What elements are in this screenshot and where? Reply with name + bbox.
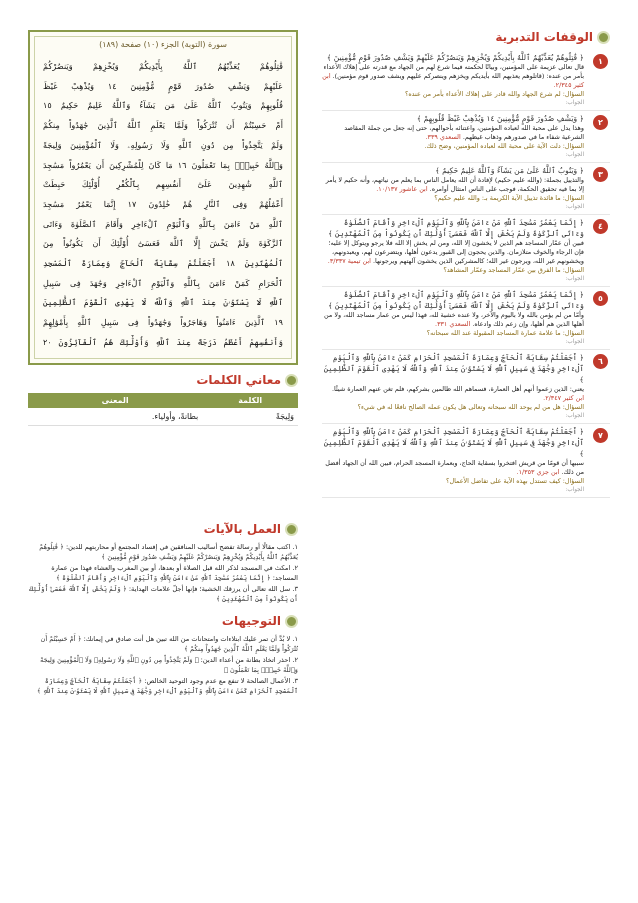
- tafsir-source: ابن جزي ١/٣٥٣.: [516, 468, 560, 476]
- item-number-badge: ٣: [593, 167, 608, 182]
- verse-text: ﴿ وَيَشْفِ صُدُورَ قَوْمٍ مُّؤْمِنِينَ ١٤ وَيُذْهِبْ غَيْظَ قُلُوبِهِمْ ﴾: [416, 114, 584, 123]
- waqfa-item: [322, 424, 610, 498]
- mushaf-header: سورة (التوبة) الجزء (١٠) صفحة (١٨٩): [99, 40, 227, 49]
- tawjihat-item: [28, 634, 298, 654]
- tafsir-source: ابن عاشور ١٠/١٣٧.: [376, 185, 428, 193]
- mushaf-line: ٱللَّهِ شَٰهِدِينَ عَلَىٰٓ أَنفُسِهِم بِٱلْكُفْرِ أُوْلَٰٓئِكَ حَبِطَتْ: [43, 179, 283, 190]
- waqfa-item: [322, 50, 610, 111]
- amal-item-text: ٣. سل الله تعالى أن يرزقك الخشية؛ فإنها أجلّ علامات الهداية:: [128, 585, 298, 593]
- tafsir-source: السعدي ٣٣٩.: [425, 133, 461, 141]
- mushaf-line: وَأَنفُسِهِمْ أَعْظَمُ دَرَجَةً عِندَ ٱللَّهِ وَأُوْلَٰٓئِكَ هُمُ ٱلْفَآئِزُونَ ٢٠: [43, 336, 283, 347]
- question-text: السؤال: ما فائدة تذييل الآية الكريمة بـ: والله عليم حكيم؟: [434, 194, 584, 202]
- question-text: السؤال: لم شرع الجهاد والله قادر على إهلاك الأعداء بأمر من عنده؟: [404, 90, 584, 98]
- tawjihat-title: التوجيهات: [221, 614, 281, 628]
- amal-item-text: ١. اكتب مقالًا أو رسالة تفضح أساليب المنافقين في إفساد المجتمع أو محاربتهم للدين:: [65, 543, 298, 551]
- answer-label: الجواب:: [565, 204, 584, 210]
- mushaf-line: قُلُوبِهِمْ وَيَتُوبُ ٱللَّهُ عَلَىٰ مَن يَشَآءُ وَٱللَّهُ عَلِيمٌ حَكِيمٌ ١٥: [43, 100, 283, 111]
- answer-label: الجواب:: [565, 152, 584, 158]
- waqfa-item: [322, 111, 610, 163]
- tafsir-body: وهذا يدل على محبة الله لعباده المؤمنين، واعتنائه بأحوالهم، حتى إنه جعل من جملة المقاصد الشرعية شفاء ما في صدورهم وذهاب غيظهم.: [344, 124, 584, 141]
- verse-text: ﴿ إِنَّمَا يَعْمُرُ مَسَٰجِدَ ٱللَّهِ مَنْ ءَامَنَ بِٱللَّهِ وَٱلْيَوْمِ ٱلْءَاخِرِ وَأَقَامَ ٱلصَّلَوٰةَ وَءَاتَى ٱلزَّكَوٰةَ وَلَمْ يَخْشَ إِلَّا ٱللَّهَ فَعَسَىٰٓ أُوْلَٰٓئِكَ أَن يَكُونُواْ مِنَ ٱلْمُهْتَدِينَ ﴾: [328, 290, 584, 310]
- waqfa-item: [322, 215, 610, 287]
- mushaf-line: أَعْمَٰلُهُمْ وَفِى ٱلنَّارِ هُمْ خَٰلِدُونَ ١٧ إِنَّمَا يَعْمُرُ مَسَٰجِدَ: [43, 198, 283, 209]
- answer-label: الجواب:: [565, 276, 584, 282]
- words-title: معاني الكلمات: [196, 373, 281, 387]
- waqfa-item: [322, 287, 610, 350]
- item-number-badge: ٥: [593, 291, 608, 306]
- tawjihat-item: [28, 676, 298, 696]
- mushaf-line: قَٰتِلُوهُمْ يُعَذِّبْهُمُ ٱللَّهُ بِأَيْدِيكُمْ وَيُخْزِهِمْ وَيَنصُرْكُمْ: [43, 61, 283, 71]
- item-number-badge: ١: [593, 54, 608, 69]
- mushaf-lines: [43, 57, 283, 353]
- tawjihat-section-title: [28, 614, 298, 628]
- amal-item-text: ٢. امكث في المسجد لذكر الله قبل الصلاة أو بعدها، أو بين المغرب والعشاء فهذا من عمارة المساجد:: [51, 564, 298, 582]
- amal-item: [28, 584, 298, 604]
- mushaf-frame: [34, 36, 292, 359]
- verse-text: ﴿ أَجَعَلْتُمْ سِقَايَةَ ٱلْحَآجِّ وَعِمَارَةَ ٱلْمَسْجِدِ ٱلْحَرَامِ كَمَنْ ءَامَنَ بِٱللَّهِ وَٱلْيَوْمِ ٱلْءَاخِرِ وَجَٰهَدَ فِى سَبِيلِ ٱللَّهِ لَا يَسْتَوُۥنَ عِندَ ٱللَّهِ وَٱللَّهُ لَا يَهْدِى ٱلْقَوْمَ ٱلظَّٰلِمِينَ ﴾: [323, 353, 584, 384]
- answer-label: الجواب:: [565, 100, 584, 106]
- tafsir-text: [322, 239, 584, 266]
- verse-text: ﴿ إِنَّمَا يَعْمُرُ مَسَٰجِدَ ٱللَّهِ مَنْ ءَامَنَ بِٱللَّهِ وَٱلْيَوْمِ ٱلْءَاخِرِ وَأَقَامَ ٱلصَّلَوٰةَ وَءَاتَى ٱلزَّكَوٰةَ وَلَمْ يَخْشَ إِلَّا ٱللَّهَ فَعَسَىٰٓ أُوْلَٰٓئِكَ أَن يَكُونُواْ مِنَ ٱلْمُهْتَدِينَ ﴾: [328, 218, 584, 238]
- amal-item-verse: ﴿ قَٰتِلُوهُمْ يُعَذِّبْهُمُ ٱللَّهُ بِأَيْدِيكُمْ وَيُخْزِهِمْ وَيَنصُرْكُمْ عَلَيْهِمْ وَيَشْفِ صُدُورَ قَوْمٍ مُّؤْمِنِينَ ﴾: [39, 543, 298, 561]
- amal-list: [28, 542, 298, 604]
- amal-section-title: [28, 522, 298, 536]
- item-number-badge: ٧: [593, 428, 608, 443]
- item-number-badge: ٦: [593, 354, 608, 369]
- tafsir-text: [322, 176, 584, 194]
- words-row: [28, 408, 298, 426]
- tawjihat-list: [28, 634, 298, 696]
- mushaf-line: ٱللَّهِ لَا يَسْتَوُۥنَ عِندَ ٱللَّهِ وَٱللَّهُ لَا يَهْدِى ٱلْقَوْمَ ٱلظَّٰلِمِينَ: [43, 297, 283, 308]
- waqafat-section-title: [322, 30, 610, 44]
- mushaf-line: ٱلْحَرَامِ كَمَنْ ءَامَنَ بِٱللَّهِ وَٱلْيَوْمِ ٱلْءَاخِرِ وَجَٰهَدَ فِى سَبِيلِ: [43, 277, 283, 288]
- answer-label: الجواب:: [565, 413, 584, 419]
- question-text: السؤال: ما علامة عمارة المساجد المقبولة عند الله سبحانه؟: [426, 329, 584, 337]
- tawjihat-item-verse: ﴿ أَمْ حَسِبْتُمْ أَن تُتْرَكُواْ وَلَمَّا يَعْلَمِ ٱللَّهُ ٱلَّذِينَ جَٰهَدُواْ مِنكُمْ ﴾: [40, 635, 298, 653]
- item-number-badge: ٢: [593, 115, 608, 130]
- amal-item: [28, 563, 298, 583]
- waqafat-column: [322, 30, 610, 498]
- verse-text: ﴿ أَجَعَلْتُمْ سِقَايَةَ ٱلْحَآجِّ وَعِمَارَةَ ٱلْمَسْجِدِ ٱلْحَرَامِ كَمَنْ ءَامَنَ بِٱللَّهِ وَٱلْيَوْمِ ٱلْءَاخِرِ وَجَٰهَدَ فِى سَبِيلِ ٱللَّهِ لَا يَسْتَوُۥنَ عِندَ ٱللَّهِ وَٱللَّهُ لَا يَهْدِى ٱلْقَوْمَ ٱلظَّٰلِمِينَ ﴾: [323, 427, 584, 458]
- tawjihat-item-text: ٢. احذر اتخاذ بطانة من أعداء الدين:: [200, 656, 298, 664]
- tafsir-source: السعدي ٣٣١.: [435, 320, 471, 328]
- answer-label: الجواب:: [565, 339, 584, 345]
- waqfa-item: [322, 350, 610, 424]
- tafsir-source: ابن تيمية ٣/٣٣٧.: [327, 257, 371, 265]
- tafsir-body: فبين أن عمّار المساجد هم الذين لا يخشون إلا الله، ومن لم يخش إلا الله فلا يرجو ويتوكل إلا عليه؛ فإن الرجاء والخوف متلازمان. والذين يحجون إلى القبور يدعون أهلها، ويتضرعون لهم، ويعبدونهم، ويخشونهم غير الله، ويرجون غير الله؛ كالمشركين الذين يخشون آلهتهم ويرجونها.: [328, 239, 584, 265]
- amal-item: [28, 542, 298, 562]
- question-text: السؤال: كيف تستدل بهذه الآية على تفاضل الأعمال؟: [446, 477, 584, 485]
- question-text: السؤال: هل من لم يوحد الله سبحانه وتعالى هل يكون عمله الصالح نافعًا له في شيء؟: [357, 403, 584, 411]
- tafsir-text: [322, 311, 584, 329]
- meaning-cell: بطانةً، وأولياء.: [28, 408, 202, 426]
- amal-item-verse: ﴿ إِنَّمَا يَعْمُرُ مَسَٰجِدَ ٱللَّهِ مَنْ ءَامَنَ بِٱللَّهِ وَٱلْيَوْمِ ٱلْءَاخِرِ وَأَقَامَ ٱلصَّلَوٰةَ ﴾: [56, 574, 271, 582]
- question-text: السؤال: دلت الآية على محبة الله لعباده المؤمنين، وضح ذلك.: [424, 142, 584, 150]
- tafsir-body: قال تعالى عزيمة على المؤمنين، وبيانًا لحكمته فيما شرع لهم من الجهاد مع قدرته على إهلاك الأعداء بأمر من عنده: (قاتلوهم يعذبهم الله بأيديكم ويخزهم وينصركم عليهم ويشف صدور قوم مؤمنين).: [323, 63, 584, 80]
- section-bullet-icon: [285, 615, 298, 628]
- tawjihat-item-text: ١. لا بُدَّ أن تمر عليك ابتلاءات وامتحانات من الله تبين هل أنت صادق في إيمانك:: [83, 635, 298, 643]
- col-meaning-header: المعنى: [28, 393, 202, 408]
- tafsir-text: [322, 63, 584, 90]
- mushaf-line: ١٩ ٱلَّذِينَ ءَامَنُواْ وَهَاجَرُواْ وَجَٰهَدُواْ فِى سَبِيلِ ٱللَّهِ بِأَمْوَٰلِهِمْ: [43, 317, 283, 328]
- tafsir-body: يعني: الذين زعموا أنهم أهل العمارة، فسماهم الله ظالمين بشركهم، فلم تغن عنهم العمارة شيئًا.: [331, 385, 584, 393]
- question-text: السؤال: ما الفرق بين عمّار المساجد وعمّار المشاهد؟: [443, 266, 584, 274]
- tafsir-text: [322, 124, 584, 142]
- tafsir-text: [322, 459, 584, 477]
- answer-label: الجواب:: [565, 487, 584, 493]
- item-number-badge: ٤: [593, 219, 608, 234]
- amal-title: العمل بالآيات: [203, 522, 281, 536]
- verse-text: ﴿ قَٰتِلُوهُمْ يُعَذِّبْهُمُ ٱللَّهُ بِأَيْدِيكُمْ وَيُخْزِهِمْ وَيَنصُرْكُمْ عَلَيْهِمْ وَيَشْفِ صُدُورَ قَوْمٍ مُّؤْمِنِينَ ﴾: [326, 53, 584, 62]
- word-cell: وَلِيجَةً: [202, 408, 298, 426]
- tafsir-text: [322, 385, 584, 403]
- mushaf-line: ٱلْمُهْتَدِينَ ١٨ أَجَعَلْتُمْ سِقَايَةَ ٱلْحَآجِّ وَعِمَارَةَ ٱلْمَسْجِدِ: [43, 258, 283, 269]
- tawjihat-item: [28, 655, 298, 675]
- mushaf-line: أَمْ حَسِبْتُمْ أَن تُتْرَكُواْ وَلَمَّا يَعْلَمِ ٱللَّهُ ٱلَّذِينَ جَٰهَدُواْ مِنكُمْ: [43, 120, 283, 131]
- verse-text: ﴿ وَيَتُوبُ ٱللَّهُ عَلَىٰ مَن يَشَآءُ وَٱللَّهُ عَلِيمٌ حَكِيمٌ ﴾: [435, 166, 584, 175]
- tafsir-body: وأمّا من لم يؤمن بالله ولا باليوم والآخر، ولا عنده خشية لله، فهذا ليس من عمار مساجد الله، ولا من أهلها الذين هم أهلها، وإن زعم ذلك وادعاه.: [324, 311, 584, 328]
- tafsir-source: ابن كثير ٢/٣٤٧.: [543, 394, 584, 402]
- section-bullet-icon: [285, 374, 298, 387]
- mushaf-line: وَلَمْ يَتَّخِذُواْ مِن دُونِ ٱللَّهِ وَلَا رَسُولِهِۦ وَلَا ٱلْمُؤْمِنِينَ وَلِيجَةً: [43, 139, 283, 150]
- tafsir-body: والتذييل بجملة: (والله عليم حكيم) لإفادة أن الله يعامل الناس بما يعلم من نياتهم، وأنه حكيم لا يأمر إلا بما فيه تحقيق الحكمة، فوجب على الناس امتثال أوامره.: [325, 176, 584, 193]
- words-section-title: [28, 373, 298, 387]
- mushaf-page: [28, 30, 298, 365]
- words-table: [28, 393, 298, 426]
- waqafat-title: الوقفات التدبرية: [495, 30, 593, 44]
- section-bullet-icon: [597, 31, 610, 44]
- tawjihat-item-verse: ﴿ وَلَمْ يَتَّخِذُواْ مِن دُونِ ٱللَّهِ وَلَا رَسُولِهِۦ وَلَا ٱلْمُؤْمِنِينَ وَلِيجَةً وَٱللَّهُ خَبِيرٌۢ بِمَا تَعْمَلُونَ ﴾: [40, 656, 298, 674]
- col-word-header: الكلمة: [202, 393, 298, 408]
- mushaf-line: وَٱللَّهُ خَبِيرٌۢ بِمَا تَعْمَلُونَ ١٦ مَا كَانَ لِلْمُشْرِكِينَ أَن يَعْمُرُواْ مَسَٰجِدَ: [43, 159, 283, 170]
- section-bullet-icon: [285, 523, 298, 536]
- tawjihat-item-text: ٣. الأعمال الصالحة لا تنفع مع عدم وجود التوحيد الخالص:: [144, 677, 298, 685]
- tawjihat-item-verse: ﴿ أَجَعَلْتُمْ سِقَايَةَ ٱلْحَآجِّ وَعِمَارَةَ ٱلْمَسْجِدِ ٱلْحَرَامِ كَمَنْ ءَامَنَ بِٱللَّهِ وَٱلْيَوْمِ ٱلْءَاخِرِ وَجَٰهَدَ فِى سَبِيلِ ٱللَّهِ لَا يَسْتَوُۥنَ عِندَ ٱللَّهِ ﴾: [36, 677, 298, 695]
- tafsir-source: ابن كثير ٢/٣٤٥.: [322, 72, 584, 89]
- mushaf-line: عَلَيْهِمْ وَيَشْفِ صُدُورَ قَوْمٍ مُّؤْمِنِينَ ١٤ وَيُذْهِبْ غَيْظَ: [43, 80, 283, 91]
- amal-item-verse: ﴿ وَلَمْ يَخْشَ إِلَّا ٱللَّهَ فَعَسَىٰٓ أُوْلَٰٓئِكَ أَن يَكُونُواْ مِنَ ٱلْمُهْتَدِينَ ﴾: [29, 585, 298, 603]
- mushaf-line: ٱللَّهِ مَنْ ءَامَنَ بِٱللَّهِ وَٱلْيَوْمِ ٱلْءَاخِرِ وَأَقَامَ ٱلصَّلَوٰةَ وَءَاتَى: [43, 218, 283, 229]
- waqafat-list: [322, 50, 610, 498]
- waqfa-item: [322, 163, 610, 215]
- left-column: [28, 30, 298, 697]
- mushaf-line: ٱلزَّكَوٰةَ وَلَمْ يَخْشَ إِلَّا ٱللَّهَ فَعَسَىٰٓ أُوْلَٰٓئِكَ أَن يَكُونُواْ مِنَ: [43, 238, 283, 249]
- tafsir-body: سببها أن قومًا من قريش افتخروا بسقاية الحاج، وبعمارة المسجد الحرام، فبين الله أن الجهاد أفضل من ذلك.: [325, 459, 584, 476]
